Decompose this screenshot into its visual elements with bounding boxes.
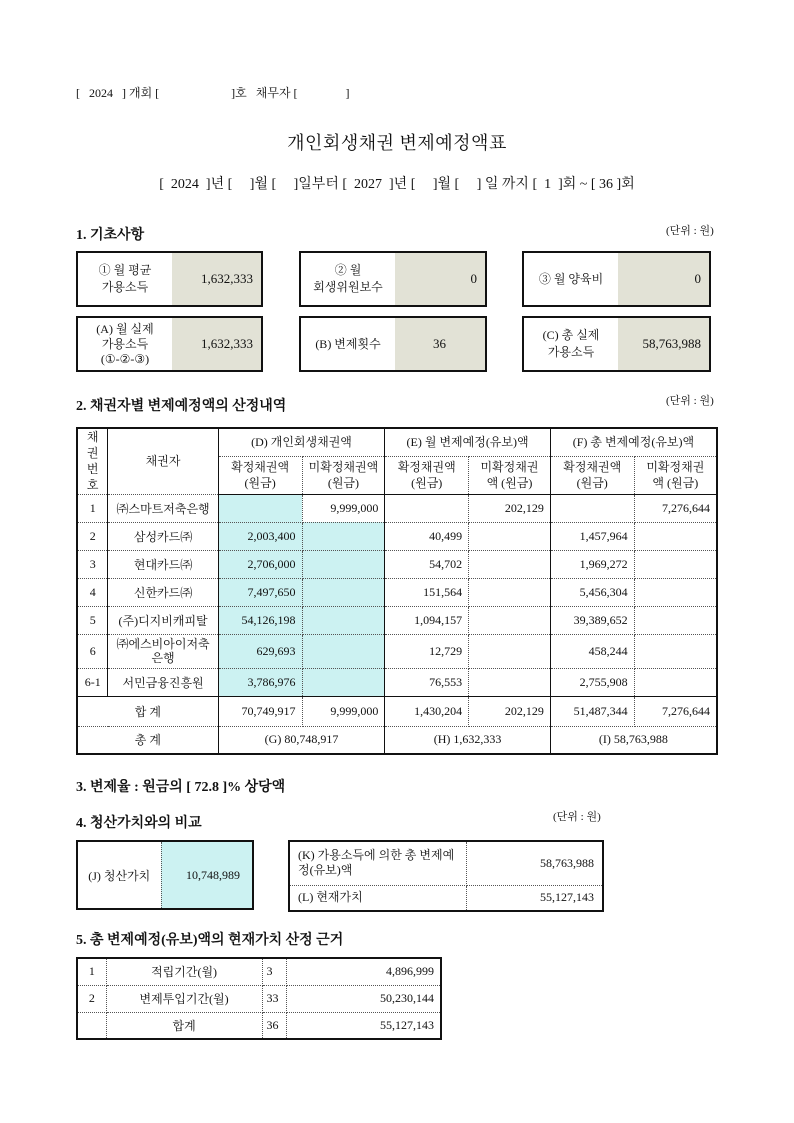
box-label: ① 월 평균 가용소득: [98, 263, 152, 294]
row-f-unconfirmed: [634, 668, 717, 696]
row-creditor: ㈜에스비아이저축은행: [108, 634, 218, 668]
row-no: 1: [77, 958, 106, 985]
row-f-unconfirmed: [634, 578, 717, 606]
header-f-confirmed: 확정채권액 (원금): [550, 456, 634, 494]
box-repayment-count: [299, 316, 487, 372]
box-label: ③ 월 양육비: [538, 271, 604, 286]
box-label: (A) 월 실제 가용소득 (①-②-③): [96, 321, 154, 366]
row-e-confirmed: 54,702: [385, 550, 469, 578]
header-e-unconfirmed: 미확정채권액 (원금): [469, 456, 551, 494]
box-monthly-average-income: [76, 251, 263, 307]
table-row: [77, 494, 717, 522]
row-d-unconfirmed: [302, 668, 385, 696]
header-creditor-no: 채권 번호: [77, 428, 108, 494]
section3-heading: 3. 변제율 : 원금의 [ 72.8 ]% 상당액: [76, 780, 286, 795]
header-d-confirmed: 확정채권액 (원금): [218, 456, 302, 494]
row-no: 2: [77, 985, 106, 1012]
row-no: 6: [77, 634, 108, 668]
row-d-unconfirmed: [302, 522, 385, 550]
row-e-confirmed: 1,094,157: [385, 606, 469, 634]
row-f-confirmed: [550, 494, 634, 522]
total-row: [77, 726, 717, 754]
row-d-confirmed: 7,497,650: [218, 578, 302, 606]
row-label: 적립기간(월): [106, 958, 262, 985]
row-d-unconfirmed: [302, 634, 385, 668]
row-e-unconfirmed: [469, 634, 551, 668]
sum-row: [77, 696, 717, 726]
table-row: [77, 668, 717, 696]
box-label: (B) 변제횟수: [315, 336, 381, 351]
sum-e-unconfirmed: 202,129: [469, 696, 551, 726]
sum-d-confirmed: 70,749,917: [218, 696, 302, 726]
row-f-confirmed: 2,755,908: [550, 668, 634, 696]
header-group-d: (D) 개인회생채권액: [218, 428, 385, 456]
box-value: 36: [395, 318, 485, 370]
row-f-unconfirmed: 7,276,644: [634, 494, 717, 522]
table-row: [77, 958, 441, 985]
row-f-confirmed: 5,456,304: [550, 578, 634, 606]
row-d-confirmed: 54,126,198: [218, 606, 302, 634]
sum-label: 합 계: [77, 696, 218, 726]
row-no: 4: [77, 578, 108, 606]
row-label: 변제투입기간(월): [106, 985, 262, 1012]
section1-heading: 1. 기초사항: [76, 228, 145, 243]
document-title: 개인회생채권 변제예정액표: [287, 133, 507, 153]
row-e-unconfirmed: [469, 606, 551, 634]
row-e-unconfirmed: [469, 522, 551, 550]
row-e-unconfirmed: [469, 668, 551, 696]
row-f-unconfirmed: [634, 550, 717, 578]
creditor-repayment-table: [76, 427, 718, 755]
box-value: 0: [395, 253, 485, 305]
total-no-empty: [77, 1012, 106, 1039]
row-d-unconfirmed: 9,999,000: [302, 494, 385, 522]
total-count: 36: [262, 1012, 286, 1039]
repayment-period: [ 2024 ]년 [ ]월 [ ]일부터 [ 2027 ]년 [ ]월 [ ] 일 까지 [ 1 ]회 ~ [ 36 ]회: [159, 177, 635, 192]
header-group-e: (E) 월 변제예정(유보)액: [385, 428, 551, 456]
sum-d-unconfirmed: 9,999,000: [302, 696, 385, 726]
liquidation-value: 10,748,989: [161, 841, 253, 909]
header-d-unconfirmed: 미확정채권액 (원금): [302, 456, 385, 494]
row-e-unconfirmed: [469, 578, 551, 606]
row-count: 33: [262, 985, 286, 1012]
row-amount: 50,230,144: [286, 985, 441, 1012]
liquidation-value-label: (J) 청산가치: [77, 841, 161, 909]
l-value: 55,127,143: [466, 885, 603, 911]
row-creditor: (주)디지비캐피탈: [108, 606, 218, 634]
row-e-confirmed: 151,564: [385, 578, 469, 606]
section1-unit: (단위 : 원): [666, 225, 714, 237]
present-value-basis-table: [76, 957, 442, 1040]
row-e-confirmed: 12,729: [385, 634, 469, 668]
row-d-confirmed: 2,003,400: [218, 522, 302, 550]
row-e-confirmed: [385, 494, 469, 522]
row-amount: 4,896,999: [286, 958, 441, 985]
row-no: 6-1: [77, 668, 108, 696]
row-e-unconfirmed: 202,129: [469, 494, 551, 522]
row-d-confirmed: 2,706,000: [218, 550, 302, 578]
section5-heading: 5. 총 변제예정(유보)액의 현재가치 산정 근거: [76, 933, 344, 948]
total-g: (G) 80,748,917: [218, 726, 385, 754]
row-f-confirmed: 458,244: [550, 634, 634, 668]
repayment-comparison-table: [288, 840, 604, 912]
sum-f-unconfirmed: 7,276,644: [634, 696, 717, 726]
row-f-confirmed: 1,969,272: [550, 550, 634, 578]
box-value: 1,632,333: [172, 318, 261, 370]
row-creditor: ㈜스마트저축은행: [108, 494, 218, 522]
header-group-f: (F) 총 변제예정(유보)액: [550, 428, 717, 456]
row-creditor: 현대카드㈜: [108, 550, 218, 578]
table-row: [77, 634, 717, 668]
row-f-unconfirmed: [634, 606, 717, 634]
box-label: (C) 총 실제 가용소득: [542, 328, 600, 359]
sum-f-confirmed: 51,487,344: [550, 696, 634, 726]
row-f-confirmed: 39,389,652: [550, 606, 634, 634]
row-count: 3: [262, 958, 286, 985]
box-value: 0: [618, 253, 709, 305]
box-monthly-trustee-fee: [299, 251, 487, 307]
table-row: [77, 606, 717, 634]
total-label: 합계: [106, 1012, 262, 1039]
row-f-confirmed: 1,457,964: [550, 522, 634, 550]
total-row: [77, 1012, 441, 1039]
k-value: 58,763,988: [466, 841, 603, 885]
row-e-unconfirmed: [469, 550, 551, 578]
l-label: (L) 현재가치: [289, 885, 466, 911]
total-h: (H) 1,632,333: [385, 726, 551, 754]
box-value: 1,632,333: [172, 253, 261, 305]
section4-unit: (단위 : 원): [553, 811, 601, 823]
row-d-unconfirmed: [302, 606, 385, 634]
header-f-unconfirmed: 미확정채권액 (원금): [634, 456, 717, 494]
table-row: [77, 578, 717, 606]
row-creditor: 서민금융진흥원: [108, 668, 218, 696]
box-label: ② 월 회생위원보수: [313, 263, 383, 294]
row-no: 2: [77, 522, 108, 550]
row-no: 1: [77, 494, 108, 522]
row-d-confirmed: 629,693: [218, 634, 302, 668]
section2-unit: (단위 : 원): [666, 395, 714, 407]
liquidation-value-table: [76, 840, 254, 910]
section4-heading: 4. 청산가치와의 비교: [76, 816, 202, 831]
row-creditor: 신한카드㈜: [108, 578, 218, 606]
k-label: (K) 가용소득에 의한 총 변제예정(유보)액: [289, 841, 466, 885]
table-row: [77, 522, 717, 550]
row-creditor: 삼성카드㈜: [108, 522, 218, 550]
total-amount: 55,127,143: [286, 1012, 441, 1039]
row-e-confirmed: 40,499: [385, 522, 469, 550]
table-row: [77, 550, 717, 578]
section2-heading: 2. 채권자별 변제예정액의 산정내역: [76, 399, 287, 414]
row-no: 3: [77, 550, 108, 578]
total-label: 총 계: [77, 726, 218, 754]
row-no: 5: [77, 606, 108, 634]
row-e-confirmed: 76,553: [385, 668, 469, 696]
header-creditor: 채권자: [108, 428, 218, 494]
header-e-confirmed: 확정채권액 (원금): [385, 456, 469, 494]
total-i: (I) 58,763,988: [550, 726, 717, 754]
row-f-unconfirmed: [634, 522, 717, 550]
row-d-unconfirmed: [302, 578, 385, 606]
box-monthly-child-support: [522, 251, 711, 307]
row-d-confirmed: [218, 494, 302, 522]
box-actual-monthly-income: [76, 316, 263, 372]
row-d-confirmed: 3,786,976: [218, 668, 302, 696]
box-total-actual-income: [522, 316, 711, 372]
row-f-unconfirmed: [634, 634, 717, 668]
case-header-line: [ 2024 ] 개회 [ ]호 채무자 [ ]: [76, 86, 350, 100]
table-row: [77, 985, 441, 1012]
row-d-unconfirmed: [302, 550, 385, 578]
box-value: 58,763,988: [618, 318, 709, 370]
sum-e-confirmed: 1,430,204: [385, 696, 469, 726]
